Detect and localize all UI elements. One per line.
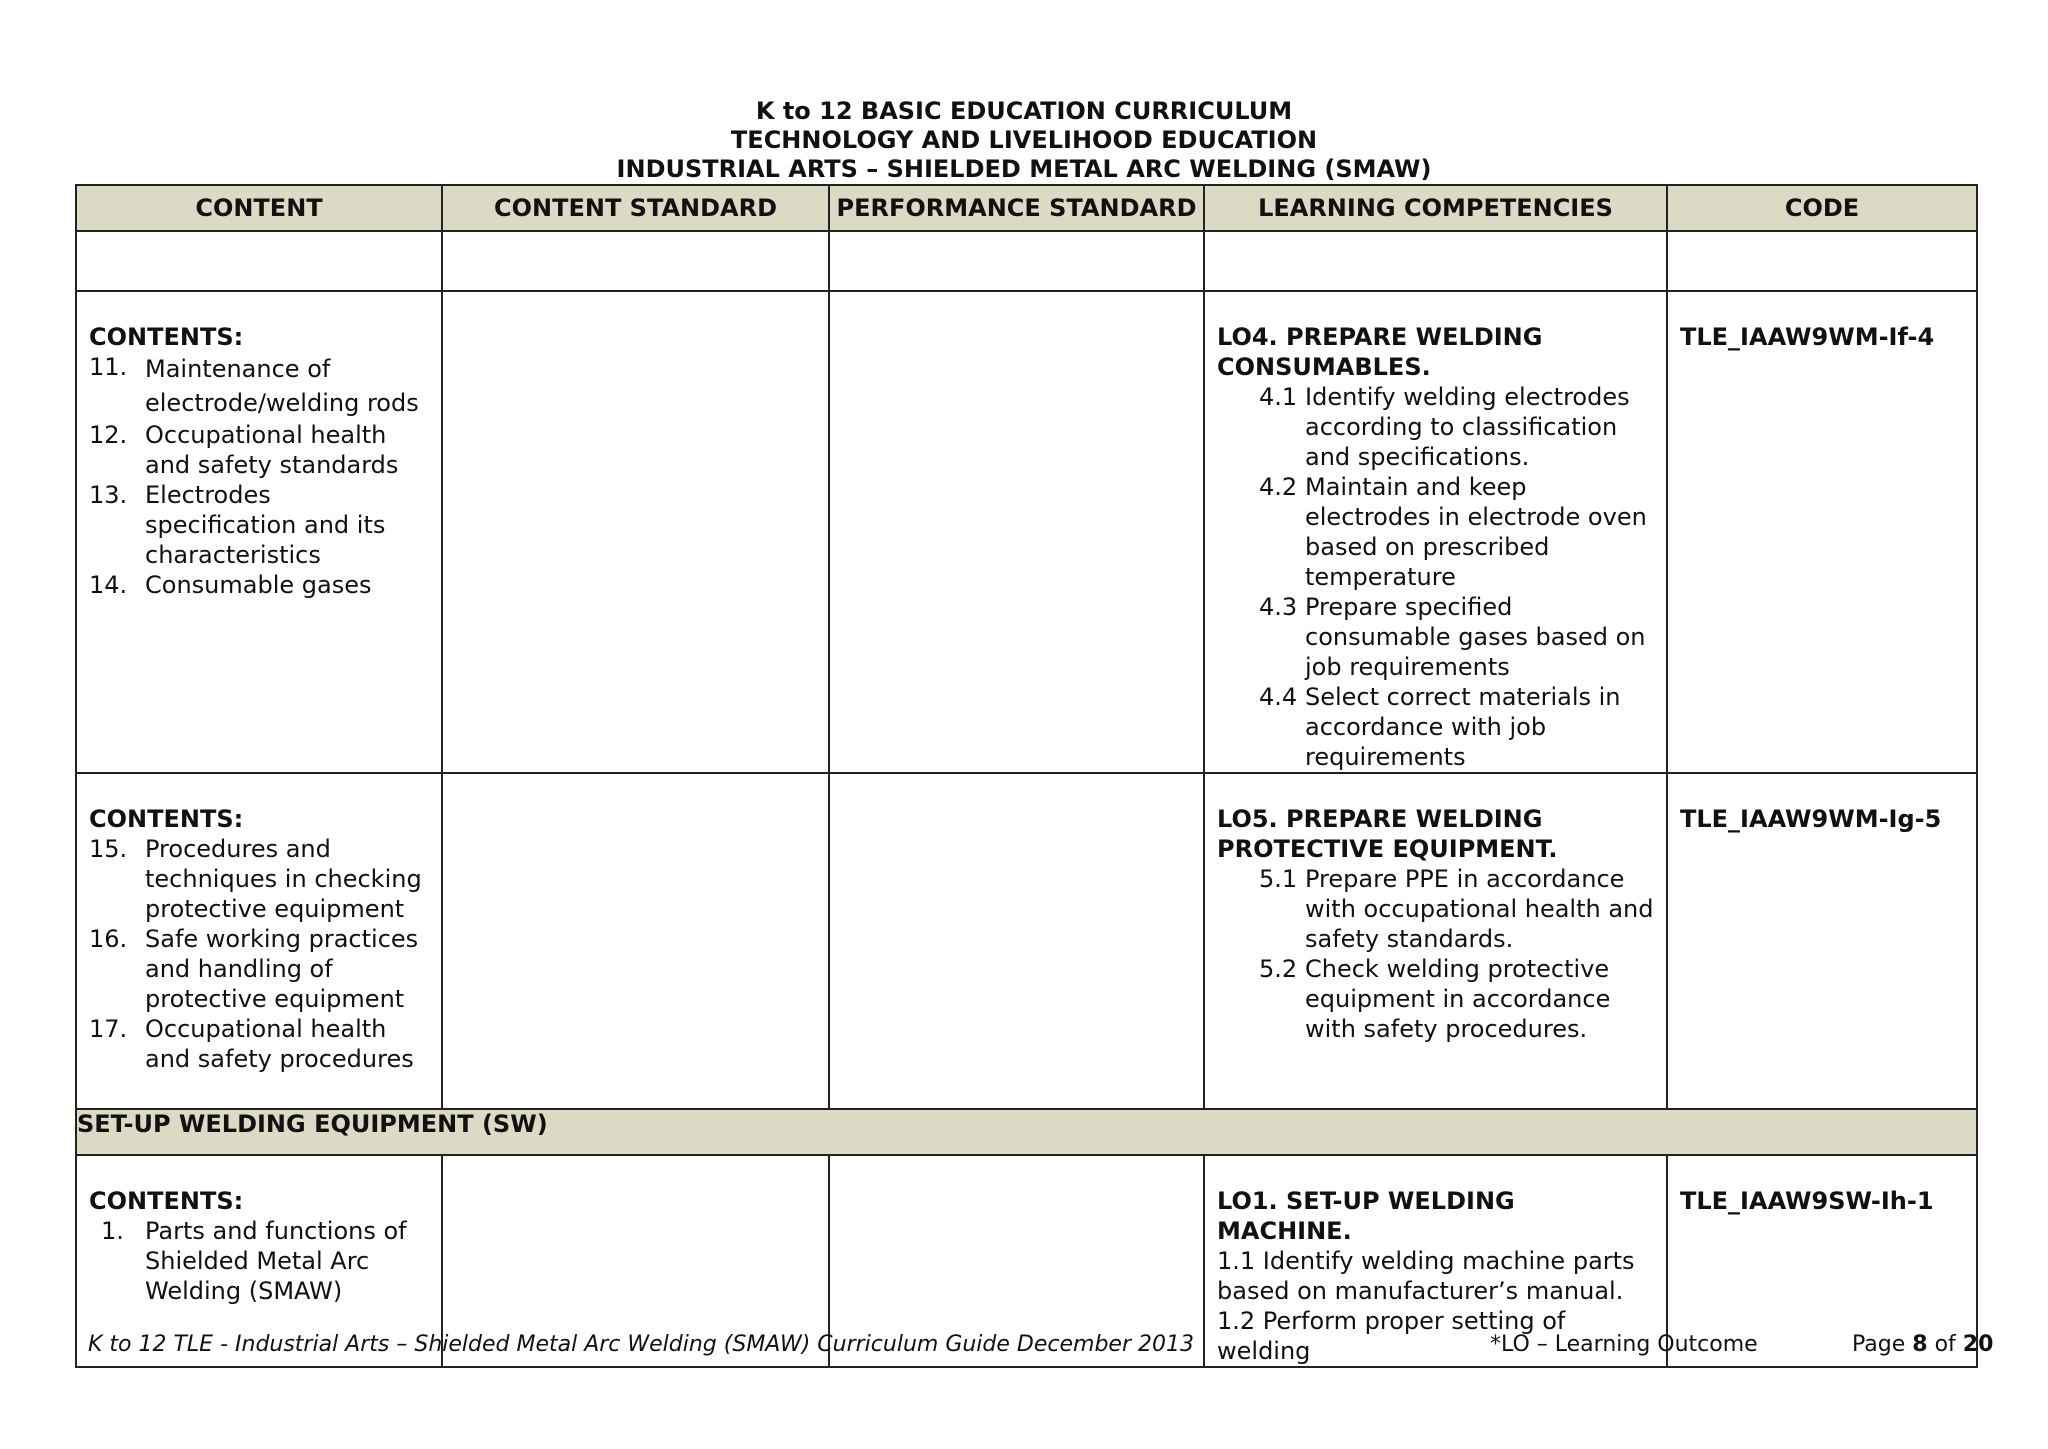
table-header-row [76,185,1977,231]
section-row [76,1109,1977,1155]
table-cell [442,231,829,291]
list-item: 12. Occupational health and safety standards [89,421,399,479]
table-cell [1204,231,1667,291]
learning-competencies-cell [1204,773,1667,1109]
page-of-label: of [1934,1332,1956,1357]
list-item: 13. Electrodes specification and its characteristics [89,481,386,569]
curriculum-title: K to 12 BASIC EDUCATION CURRICULUM [755,97,1293,125]
content-cell [76,773,442,1109]
content-standard-cell [442,773,829,1109]
table-cell [829,231,1204,291]
code-cell [1667,773,1977,1109]
list-item: 15. Procedures and techniques in checking protective equipment [89,835,422,923]
competency-item: 4.3 Prepare specified consumable gases based on job requirements [1259,593,1646,681]
competency-line: 1.2 Perform proper setting of welding [1217,1307,1566,1365]
learning-outcome-title: LO1. SET-UP WELDING MACHINE. [1217,1187,1515,1245]
footer-page-number [1852,1332,1993,1357]
col-header-content: CONTENT [76,185,442,231]
contents-lead: CONTENTS: [89,323,244,351]
contents-lead: CONTENTS: [89,805,244,833]
code-cell [1667,291,1977,773]
table-row [76,291,1977,773]
performance-standard-cell [829,773,1204,1109]
page-total: 20 [1962,1332,1994,1357]
contents-lead: CONTENTS: [89,1187,244,1215]
list-item: 16. Safe working practices and handling of protective equipment [89,925,419,1013]
section-title: SET-UP WELDING EQUIPMENT (SW) [76,1109,1977,1155]
page-current: 8 [1912,1332,1928,1357]
subject-title: TECHNOLOGY AND LIVELIHOOD EDUCATION [730,126,1318,154]
list-item: 14. Consumable gases [89,571,372,599]
competency-code: TLE_IAAW9WM-If-4 [1680,323,1935,351]
competency-item: 4.1 Identify welding electrodes according to classification and specifications. [1259,383,1630,471]
list-item: 11. Maintenance of electrode/welding rods [89,353,419,417]
performance-standard-cell [829,291,1204,773]
learning-outcome-title: LO5. PREPARE WELDING PROTECTIVE EQUIPMENT. [1217,805,1558,863]
list-item: 1. Parts and functions of Shielded Metal Arc Welding (SMAW) [101,1217,407,1305]
page-label: Page [1852,1332,1906,1357]
competency-code: TLE_IAAW9WM-Ig-5 [1680,805,1942,833]
col-header-content-standard: CONTENT STANDARD [442,185,829,231]
table-cell [1667,231,1977,291]
content-cell [76,291,442,773]
col-header-performance-standard: PERFORMANCE STANDARD [829,185,1204,231]
footer-lo-note: *LO – Learning Outcome [1490,1332,1758,1357]
content-standard-cell [442,291,829,773]
footer-guide-title: K to 12 TLE - Industrial Arts – Shielded Metal Arc Welding (SMAW) Curriculum Guide December 2013 [88,1332,1194,1357]
table-cell [76,231,442,291]
competency-item: 4.4 Select correct materials in accordance with job requirements [1259,683,1621,771]
competency-item: 4.2 Maintain and keep electrodes in electrode oven based on prescribed temperature [1259,473,1647,591]
list-item: 17. Occupational health and safety procedures [89,1015,414,1073]
competency-item: 5.1 Prepare PPE in accordance with occupational health and safety standards. [1259,865,1654,953]
table-row [76,773,1977,1109]
col-header-code: CODE [1667,185,1977,231]
competency-line: 1.1 Identify welding machine parts based on manufacturer’s manual. [1217,1247,1635,1305]
learning-outcome-title: LO4. PREPARE WELDING CONSUMABLES. [1217,323,1543,381]
table-row-blank [76,231,1977,291]
specialization-title: INDUSTRIAL ARTS – SHIELDED METAL ARC WELDING (SMAW) [616,155,1432,183]
col-header-learning-competencies: LEARNING COMPETENCIES [1204,185,1667,231]
learning-competencies-cell [1204,291,1667,773]
curriculum-table [75,184,1978,1368]
competency-code: TLE_IAAW9SW-Ih-1 [1680,1187,1934,1215]
competency-item: 5.2 Check welding protective equipment in accordance with safety procedures. [1259,955,1611,1043]
